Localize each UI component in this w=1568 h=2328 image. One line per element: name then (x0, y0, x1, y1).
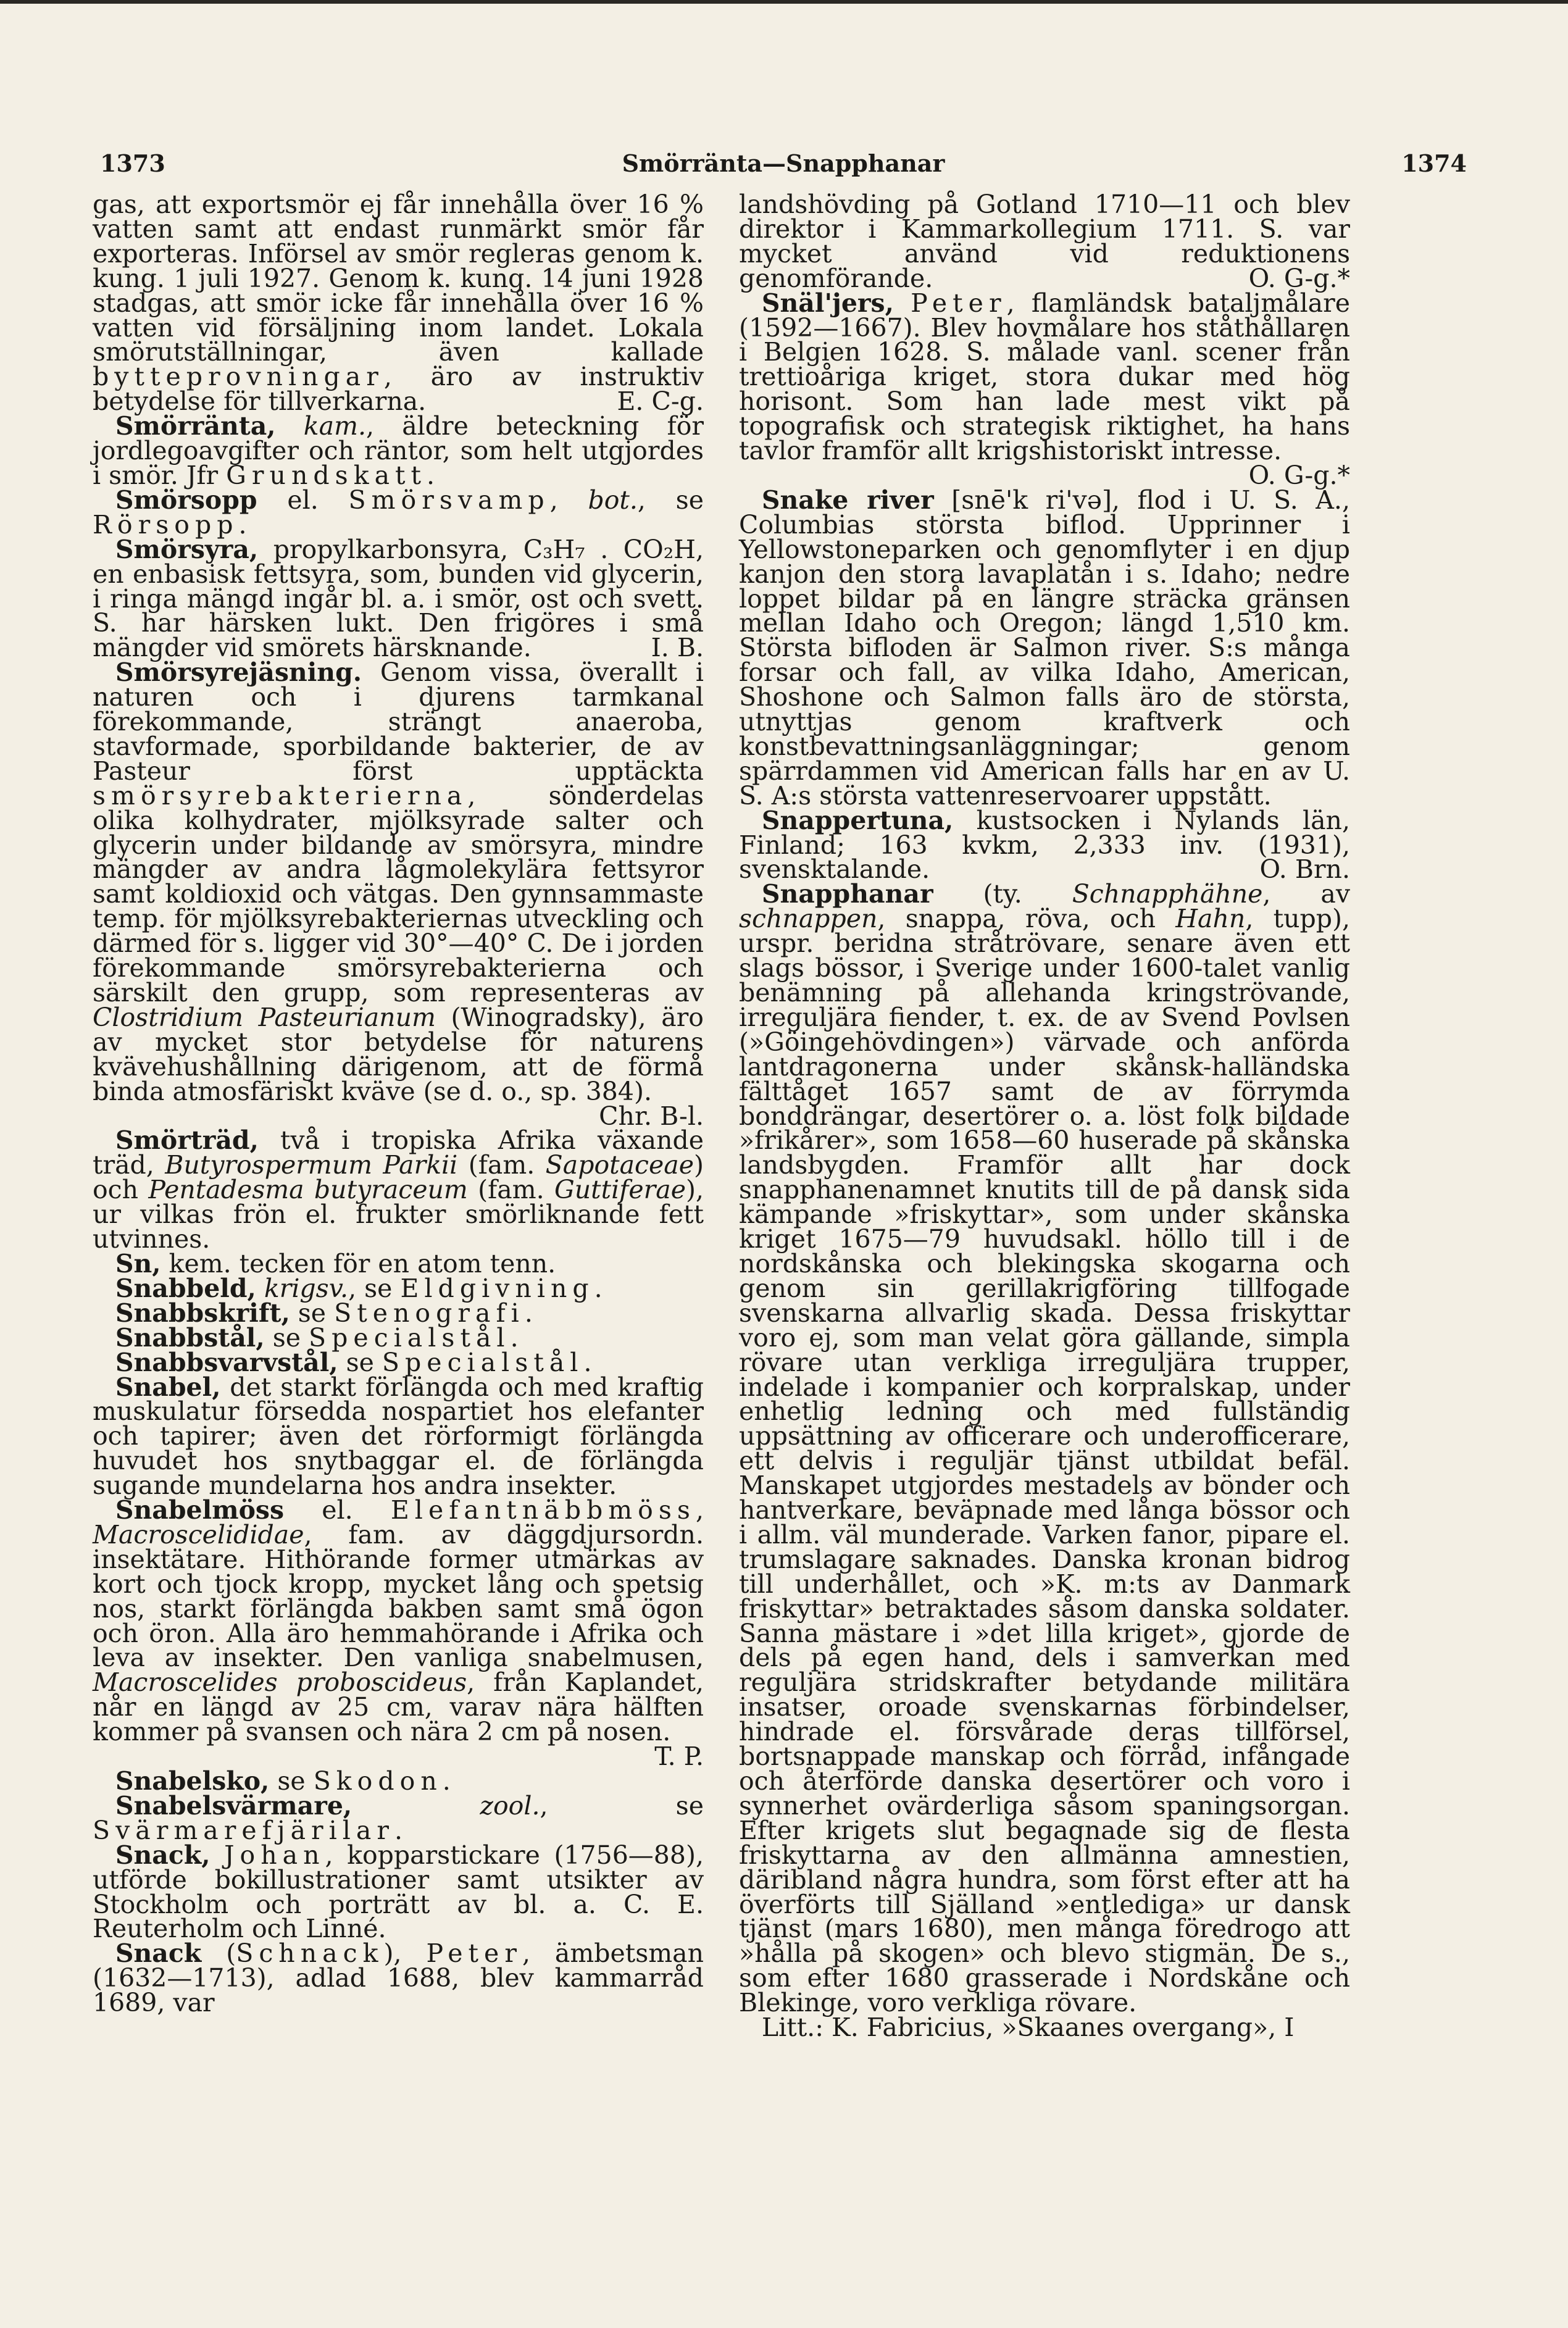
entry-text: , äro av instruktiv betydelse för tillverkarna. (93, 362, 704, 417)
entry-text: (fam. (467, 1175, 554, 1205)
spaced-cross-reference: Schnack (236, 1938, 384, 1969)
entry-text: ), ur vilkas frön el. frukter smörliknande fett utvinnes. (93, 1175, 704, 1254)
entry-text: (Winogradsky), äro av mycket stor betydelse för naturens kvävehushållning därigenom, att de förmå binda atmosfäriskt kväve (se d. o., sp. 384). (93, 1002, 704, 1106)
entry-text: el. (257, 485, 349, 515)
spaced-cross-reference: Eldgivning (400, 1273, 594, 1303)
spaced-cross-reference: Elefantnäbbmöss (390, 1495, 696, 1525)
entry-headword: Sn, (115, 1248, 161, 1279)
entry-headword: Snabbeld, (115, 1273, 256, 1303)
entry-text: . (524, 1298, 533, 1328)
dictionary-entry (93, 1273, 704, 1303)
page-header (100, 135, 1467, 184)
entry-headword: Snabelmöss (115, 1495, 285, 1525)
italic-term: kam. (303, 411, 366, 441)
spaced-cross-reference: Smörsvamp (348, 485, 550, 515)
entry-text: Genom vissa, överallt i naturen och i djurens tarmkanal förekommande, strängt anaeroba, stavformade, sporbildande bakterier, de av Pasteur först upptäckta (93, 657, 704, 786)
entry-headword: Snabelsvärmare, (115, 1790, 352, 1821)
page-number-left: 1373 (100, 149, 165, 177)
italic-term: Schnapphähne (1072, 879, 1263, 909)
spaced-cross-reference: Svärmarefjärilar (93, 1815, 394, 1845)
entry-text: , av (1262, 879, 1351, 909)
dictionary-entry (739, 288, 1350, 490)
entry-text: Litt.: K. Fabricius, »Skaanes overgang», I (761, 2013, 1295, 2043)
literature-reference (739, 2013, 1350, 2043)
italic-term: Pentadesma butyraceum (148, 1175, 468, 1205)
dictionary-entry (93, 534, 704, 663)
author-signature: O. Brn. (1259, 854, 1350, 885)
left-column (93, 190, 704, 2018)
spaced-cross-reference: Skodon (313, 1766, 443, 1796)
italic-term: Macroscelididae (93, 1519, 304, 1550)
entry-text: se (338, 1347, 382, 1377)
entry-text: landshövding på Gotland 1710—11 och blev direktor i Kammarkollegium 1711. S. var mycket använd vid reduktionens genomförande. (739, 190, 1350, 293)
italic-term: Hahn (1175, 904, 1246, 934)
dictionary-entry (93, 1125, 704, 1254)
italic-term: zool. (480, 1790, 540, 1821)
entry-text: kem. tecken för en atom tenn. (161, 1248, 556, 1279)
entry-headword: Snabel, (115, 1372, 221, 1402)
entry-headword: Smörränta, (115, 411, 276, 441)
dictionary-entry (93, 1372, 704, 1501)
entry-text: kustsocken i Nylands län, Finland; 163 kvkm, 2,333 inv. (1931), svensktalande. (739, 805, 1350, 885)
dictionary-entry (93, 1766, 704, 1796)
entry-text: [snē'k ri'və], flod i U. S. A., Columbias största biflod. Upprinner i Yellowstoneparken och genomflyter i en djup kanjon den stora lavaplatån i s. Idaho; nedre loppet bildar på en längre sträcka gränsen mellan Idaho och Oregon; längd 1,510 km. Största bifloden är Salmon river. S:s många forsar och fall, av vilka Idaho, American, Shoshone och Salmon falls äro de största, utnyttjas genom kraftverk och konstbevattningsanläggningar; genom spärrdammen vid American falls har en av U. S. A:s största vattenreservoarer uppstått. (739, 485, 1350, 811)
entry-text: ), (383, 1938, 427, 1969)
spaced-cross-reference: Stenografi (334, 1298, 525, 1328)
entry-text: . (442, 1766, 451, 1796)
entry-headword: Snack, (115, 1840, 211, 1870)
spaced-cross-reference: Specialstål (309, 1322, 511, 1353)
entry-continuation (93, 190, 704, 417)
entry-text: , från Kaplandet, når en längd av 25 cm, varav nära hälften kommer på svansen och nära 2 cm på nosen. (93, 1667, 704, 1747)
entry-text: , flamländsk bataljmålare (1592—1667). Blev hovmålare hos ståthållaren i Belgien 1628. S. målade vanl. scener från trettioåriga kriget, stora dukar med hög horisont. Som han lade mest vikt på topografisk och strategisk riktighet, ha hans tavlor framför allt krigshistoriskt intresse. (739, 288, 1350, 466)
entry-headword: Smörsopp (115, 485, 257, 515)
dictionary-entry (93, 1298, 704, 1328)
entry-text: el. (284, 1495, 391, 1525)
entry-text: se (269, 1766, 314, 1796)
dictionary-entry (93, 411, 704, 490)
entry-text: , sönderdelas olika kolhydrater, mjölksyrade salter och glycerin under bildande av smörsyra, mindre mängder av andra lågmolekylära fettsyror samt koldioxid och vätgas. Den gynnsammaste temp. för mjölksyrebakteriernas utveckling och därmed för s. ligger vid 30°—40° C. De i jorden förekommande smörsyrebakterierna och särskilt den grupp, som representeras av (93, 780, 704, 1008)
entry-text: , (695, 1495, 704, 1525)
author-signature: O. G-g.* (1248, 263, 1350, 293)
spaced-cross-reference: smörsyrebakterierna (93, 780, 468, 811)
running-title: Smörränta—Snapphanar (622, 149, 945, 177)
entry-text: , ämbetsman (1632—1713), adlad 1688, blev kammarråd 1689, var (93, 1938, 704, 2018)
spaced-cross-reference: Specialstål (382, 1347, 584, 1377)
entry-text: det starkt förlängda och med kraftig muskulatur försedda nospartiet hos elefanter och tapirer; även det rörformigt förlängda huvudet hos snytbaggar el. de förlängda sugande mundelarna hos andra insekter. (93, 1372, 704, 1501)
italic-term: Clostridium Pasteurianum (93, 1002, 436, 1032)
dictionary-entry (93, 1938, 704, 2018)
entry-text: , fam. av däggdjursordn. insektätare. Hithörande former utmärkas av kort och tjock kropp, mycket lång och spetsig nos, starkt förlängda bakben samt små ögon och öron. Alla äro hemmahörande i Afrika och leva av insekter. Den vanliga snabelmusen, (93, 1519, 704, 1673)
entry-text: , (549, 485, 588, 515)
entry-headword: Snake river (761, 485, 934, 515)
scan-edge (0, 0, 1568, 4)
dictionary-entry (93, 1495, 704, 1772)
spaced-cross-reference: Johan (224, 1840, 325, 1870)
italic-term: bot. (588, 485, 638, 515)
italic-term: schnappen (739, 904, 878, 934)
italic-term: Butyrospermum Parkii (165, 1150, 458, 1180)
entry-headword: Smörsyra, (115, 534, 259, 564)
dictionary-entry (739, 485, 1350, 811)
entry-text: . (238, 509, 247, 540)
dictionary-entry (93, 1347, 704, 1377)
spaced-cross-reference: Peter (426, 1938, 522, 1969)
entry-text: , se (348, 1273, 401, 1303)
dictionary-entry (93, 485, 704, 540)
spaced-cross-reference: Peter (911, 288, 1007, 318)
author-signature: E. C-g. (617, 386, 704, 417)
author-signature: T. P. (654, 1742, 704, 1772)
dictionary-entry (739, 805, 1350, 885)
entry-text: , se (637, 485, 704, 515)
entry-text: . (510, 1322, 519, 1353)
spaced-cross-reference: bytteprovningar (93, 362, 384, 392)
right-column (739, 190, 1351, 2043)
entry-text: . (427, 460, 435, 490)
entry-text: . (583, 1347, 592, 1377)
entry-text: gas, att exportsmör ej får innehålla över 16 % vatten samt att endast runmärkt smör får exporteras. Införsel av smör regleras genom k. kung. 1 juli 1927. Genom k. kung. 14 juni 1928 stadgas, att smör icke får innehålla över 16 % vatten vid försäljning inom landet. Lokala smörutställningar, även kallade (93, 190, 704, 367)
italic-term: Guttiferae (554, 1175, 686, 1205)
entry-headword: Snabbsvarvstål, (115, 1347, 338, 1377)
entry-headword: Snäl'jers, (761, 288, 894, 318)
spaced-cross-reference: Rörsopp (93, 509, 239, 540)
author-signature: O. G-g.* (1248, 460, 1350, 490)
entry-text: två i tropiska Afrika växande träd, (93, 1125, 704, 1180)
entry-text: (fam. (457, 1150, 546, 1180)
dictionary-entry (93, 1840, 704, 1944)
entry-text: ) och (93, 1150, 704, 1205)
entry-text: propylkarbonsyra, C₃H₇ . CO₂H, en enbasisk fettsyra, som, bunden vid glycerin, i ringa mängd ingår bl. a. i smör, ost och svett. S. har härsken lukt. Den frigöres i små mängder vid smörets härsknande. (93, 534, 704, 663)
author-signature: Chr. B-l. (599, 1101, 704, 1131)
entry-text: ( (201, 1938, 236, 1969)
entry-text: se (290, 1298, 335, 1328)
italic-term: Macroscelides proboscideus (93, 1667, 467, 1698)
entry-text: (ty. (933, 879, 1072, 909)
entry-text: . (594, 1273, 603, 1303)
entry-headword: Snappertuna, (761, 805, 954, 835)
entry-text: , kopparstickare (1756—88), utförde bokillustrationer samt utsikter av Stockholm och porträtt av bl. a. C. E. Reuterholm och Linné. (93, 1840, 704, 1944)
dictionary-entry (93, 1322, 704, 1353)
italic-term: krigsv. (264, 1273, 349, 1303)
dictionary-entry (93, 657, 704, 1131)
author-signature: I. B. (651, 633, 704, 663)
page-number-right: 1374 (1401, 149, 1467, 177)
entry-text: se (264, 1322, 309, 1353)
dictionary-entry (93, 1790, 704, 1845)
italic-term: Sapotaceae (545, 1150, 694, 1180)
entry-text: , tupp), urspr. beridna stråtrövare, senare även ett slags bössor, i Sverige under 1600-talet vanlig benämning på allehanda kringströvande, irreguljära fiender, t. ex. de av Svend Povlsen (»Göingehövdingen») värvade och anförda lantdragonerna under skånsk-halländska fälttåget 1657 samt de av förrymda bonddrängar, desertörer o. a. löst folk bildade »frikårer», som 1658—60 huserade på skånska landsbygden. Framför allt har dock snapphanenamnet knutits till de på dansk sida kämpande »friskyttar», som under skånska kriget 1675—79 huvudsakl. höllo till i de nordskånska och blekingska skogarna och genom sin gerillakrigföring tillfogade svenskarna allvarlig skada. Dessa friskyttar voro ej, som man velat göra gällande, simpla rövare utan verkliga irreguljära trupper, indelade i kompanier och korpralskap, under enhetlig ledning och med fullständig uppsättning av officerare och underofficerare, ett delvis i reguljär tjänst utbildat befäl. Manskapet utgjordes mestadels av bönder och hantverkare, beväpnade med långa bössor och i allm. väl munderade. Varken fanor, pipare el. trumslagare saknades. Danska kronan bidrog till underhållet, och »K. m:ts av Danmark friskyttar» betraktades såsom danska soldater. Sanna mästare i »det lilla kriget», gjorde de dels på egen hand, dels i samverkan med reguljära stridskrafter betydande militära insatser, oroade svenskarnas förbindelser, hindrade el. försvårade deras tillförsel, bortsnappade manskap och förråd, infångade och återförde danska desertörer och voro i synnerhet ovärderliga såsom spaningsorgan. Efter krigets slut begagnade sig de flesta friskyttarna av den allmänna amnestien, däribland några hundra, som först efter att ha överförts till Själland »entlediga» ur dansk tjänst (mars 1680), men många föredrogo att »hålla på skogen» och blevo stigmän. De s., som efter 1680 grasserade i Nordskåne och Blekinge, voro verkliga rövare. (739, 904, 1350, 2018)
entry-continuation (739, 190, 1350, 293)
entry-headword: Snabbstål, (115, 1322, 265, 1353)
entry-headword: Snack (115, 1938, 202, 1969)
dictionary-entry (93, 1248, 704, 1279)
entry-headword: Snapphanar (761, 879, 933, 909)
entry-headword: Snabelsko, (115, 1766, 270, 1796)
spaced-cross-reference: Grundskatt (226, 460, 427, 490)
entry-text: , snappa, röva, och (877, 904, 1176, 934)
dictionary-entry (739, 879, 1351, 2018)
entry-text: , se (540, 1790, 704, 1821)
entry-text: . (394, 1815, 403, 1845)
entry-headword: Smörsyrejäsning. (115, 657, 362, 688)
entry-headword: Snabbskrift, (115, 1298, 290, 1328)
entry-text: , äldre beteckning för jordlegoavgifter och räntor, som helt utgjordes i smör. Jfr (93, 411, 704, 490)
entry-headword: Smörträd, (115, 1125, 259, 1156)
